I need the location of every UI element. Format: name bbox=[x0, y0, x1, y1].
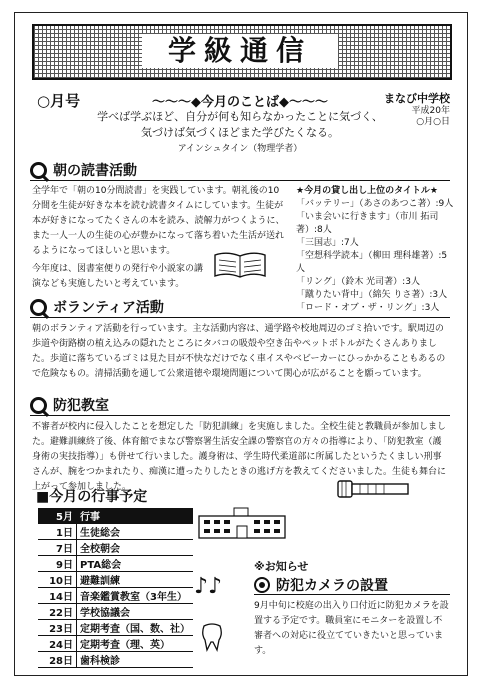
event-date: 28日 bbox=[38, 652, 77, 668]
notice-body: 9月中旬に校庭の出入り口付近に防犯カメラを設置する予定です。職員室にモニターを設置し不審者への対応に役立てていきたいと思っています。 bbox=[254, 601, 449, 656]
ranking-item: 「蹴りたい背中」（綿矢 りさ著）:3人 bbox=[296, 290, 448, 300]
event-name: 定期考査（国、数、社） bbox=[77, 620, 194, 636]
notice-label: ※お知らせ bbox=[254, 560, 309, 573]
volunteer-title: ボランティア活動 bbox=[53, 300, 164, 316]
search-icon bbox=[30, 162, 47, 179]
motto-heading: ～～～◆今月のことば◆～～～ bbox=[152, 95, 328, 110]
events-month: 5月 bbox=[38, 508, 77, 524]
event-name: 定期考査（理、英） bbox=[77, 636, 194, 652]
event-name: 音楽鑑賞教室（3年生） bbox=[77, 588, 194, 604]
ranking-item: 「空想科学読本」（柳田 理科雄著）:5人 bbox=[296, 251, 448, 274]
notice-rule bbox=[254, 594, 450, 595]
event-date: 23日 bbox=[38, 620, 77, 636]
tooth-icon bbox=[200, 622, 224, 652]
table-row bbox=[38, 556, 193, 572]
event-name: 生徒総会 bbox=[77, 524, 194, 540]
ranking-item: 「バッテリー」（あさのあつこ著）:9人 bbox=[296, 199, 454, 209]
ranking-item: 「いま会いに行きます」（市川 拓司著）:8人 bbox=[296, 212, 439, 235]
ranking-item: 「ロード・オブ・ザ・リング」:3人 bbox=[296, 303, 440, 313]
motto-author: アインシュタイン（物理学者） bbox=[177, 144, 303, 154]
event-name: PTA総会 bbox=[77, 556, 194, 572]
volunteer-rule bbox=[30, 317, 450, 318]
event-date: 24日 bbox=[38, 636, 77, 652]
crime-heading bbox=[30, 395, 109, 415]
event-name: 歯科検診 bbox=[77, 652, 194, 668]
crime-body: 不審者が校内に侵入したことを想定した「防犯訓練」を実施しました。全校生徒と教職員が参加しました。避難訓練終了後、体育館でまなび警察署生活安全課の警察官の方々の指導により、「防犯教室（護身術の実技指導）」も併せて行いました。護身術は、学生時代柔道部に所属したというたくましい刑事さんが、腕をつかまれたり、痴漢に遭ったりしたときの逃げ方を教えてくださいました。生徒も舞台に上がって参加しました。 bbox=[32, 422, 447, 492]
reading-body-2: 今年度は、図書室便りの発行や小説家の講演なども実施したいと考えています。 bbox=[32, 264, 204, 289]
book-icon bbox=[212, 250, 268, 282]
masthead-title: 学級通信 bbox=[142, 34, 338, 68]
flashlight-icon bbox=[334, 476, 416, 502]
notice-heading bbox=[254, 575, 388, 595]
events-header-label: 行事 bbox=[77, 508, 194, 524]
event-date: 22日 bbox=[38, 604, 77, 620]
reading-heading bbox=[30, 160, 137, 180]
events-title: ■今月の行事予定 bbox=[36, 489, 148, 505]
table-row bbox=[38, 540, 193, 556]
school-info bbox=[384, 90, 450, 128]
volunteer-heading bbox=[30, 297, 164, 317]
ranking-title: ★今月の貸し出し上位のタイトル★ bbox=[296, 186, 438, 196]
motto-line-1: 学べば学ぶほど、自分が何も知らなかったことに気づく、 bbox=[97, 110, 383, 123]
event-date: 10日 bbox=[38, 572, 77, 588]
volunteer-body: 朝のボランティア活動を行っています。主な活動内容は、通学路や校地周辺のゴミ拾いです。駅周辺の歩道や街路樹の植え込みの隠れたところにタバコの吸殻や空き缶やペットボトルがたくさんありました。歩道に落ちているゴミは見た目が不快なだけでなく車イスやベビーカーにひっかかることもあるので危険なもの。清掃活動を通して公衆道徳や環境問題について関心が広がることを願っています。 bbox=[32, 324, 446, 379]
table-row bbox=[38, 620, 193, 636]
table-row bbox=[38, 636, 193, 652]
table-row bbox=[38, 588, 193, 604]
reading-body: 全学年で「朝の10分間読書」を実践しています。朝礼後の10分間を生徒が好きな本を読む読書タイムにしています。生徒が本が好きになってたくさんの本を読み、読解力がつくように、また一人一人の生徒の心が豊かになって落ち着いた生活が送れるようになってほしいと思います。 bbox=[32, 186, 285, 256]
event-date: 14日 bbox=[38, 588, 77, 604]
event-name: 学校協議会 bbox=[77, 604, 194, 620]
notice-title: 防犯カメラの設置 bbox=[276, 578, 388, 594]
search-icon bbox=[30, 397, 47, 414]
ranking-item: 「三国志」:7人 bbox=[296, 238, 359, 248]
events-table bbox=[38, 508, 193, 668]
crime-rule bbox=[30, 415, 450, 416]
issue-label: ○月号 bbox=[37, 92, 81, 110]
school-building-icon bbox=[196, 506, 290, 540]
ranking-list bbox=[296, 185, 456, 315]
event-date: 7日 bbox=[38, 540, 77, 556]
motto-line-2: 気づけば気づくほどまた学びたくなる。 bbox=[141, 126, 339, 139]
table-row bbox=[38, 572, 193, 588]
reading-rule bbox=[30, 180, 450, 181]
search-icon bbox=[30, 299, 47, 316]
table-row bbox=[38, 524, 193, 540]
event-name: 避難訓練 bbox=[77, 572, 194, 588]
events-header-row bbox=[38, 508, 193, 524]
event-date: 9日 bbox=[38, 556, 77, 572]
school-name: まなび中学校 bbox=[384, 92, 450, 105]
event-name: 全校朝会 bbox=[77, 540, 194, 556]
issue-date: ○月○日 bbox=[416, 117, 450, 127]
reading-title: 朝の読書活動 bbox=[53, 163, 137, 179]
music-notes-icon: ♪♪ bbox=[194, 574, 223, 599]
table-row bbox=[38, 652, 193, 668]
ranking-item: 「リング」（鈴木 光司著）:3人 bbox=[296, 277, 420, 287]
event-date: 1日 bbox=[38, 524, 77, 540]
table-row bbox=[38, 604, 193, 620]
crime-title: 防犯教室 bbox=[53, 398, 109, 414]
school-year: 平成20年 bbox=[411, 106, 450, 116]
bullet-icon bbox=[254, 577, 270, 593]
